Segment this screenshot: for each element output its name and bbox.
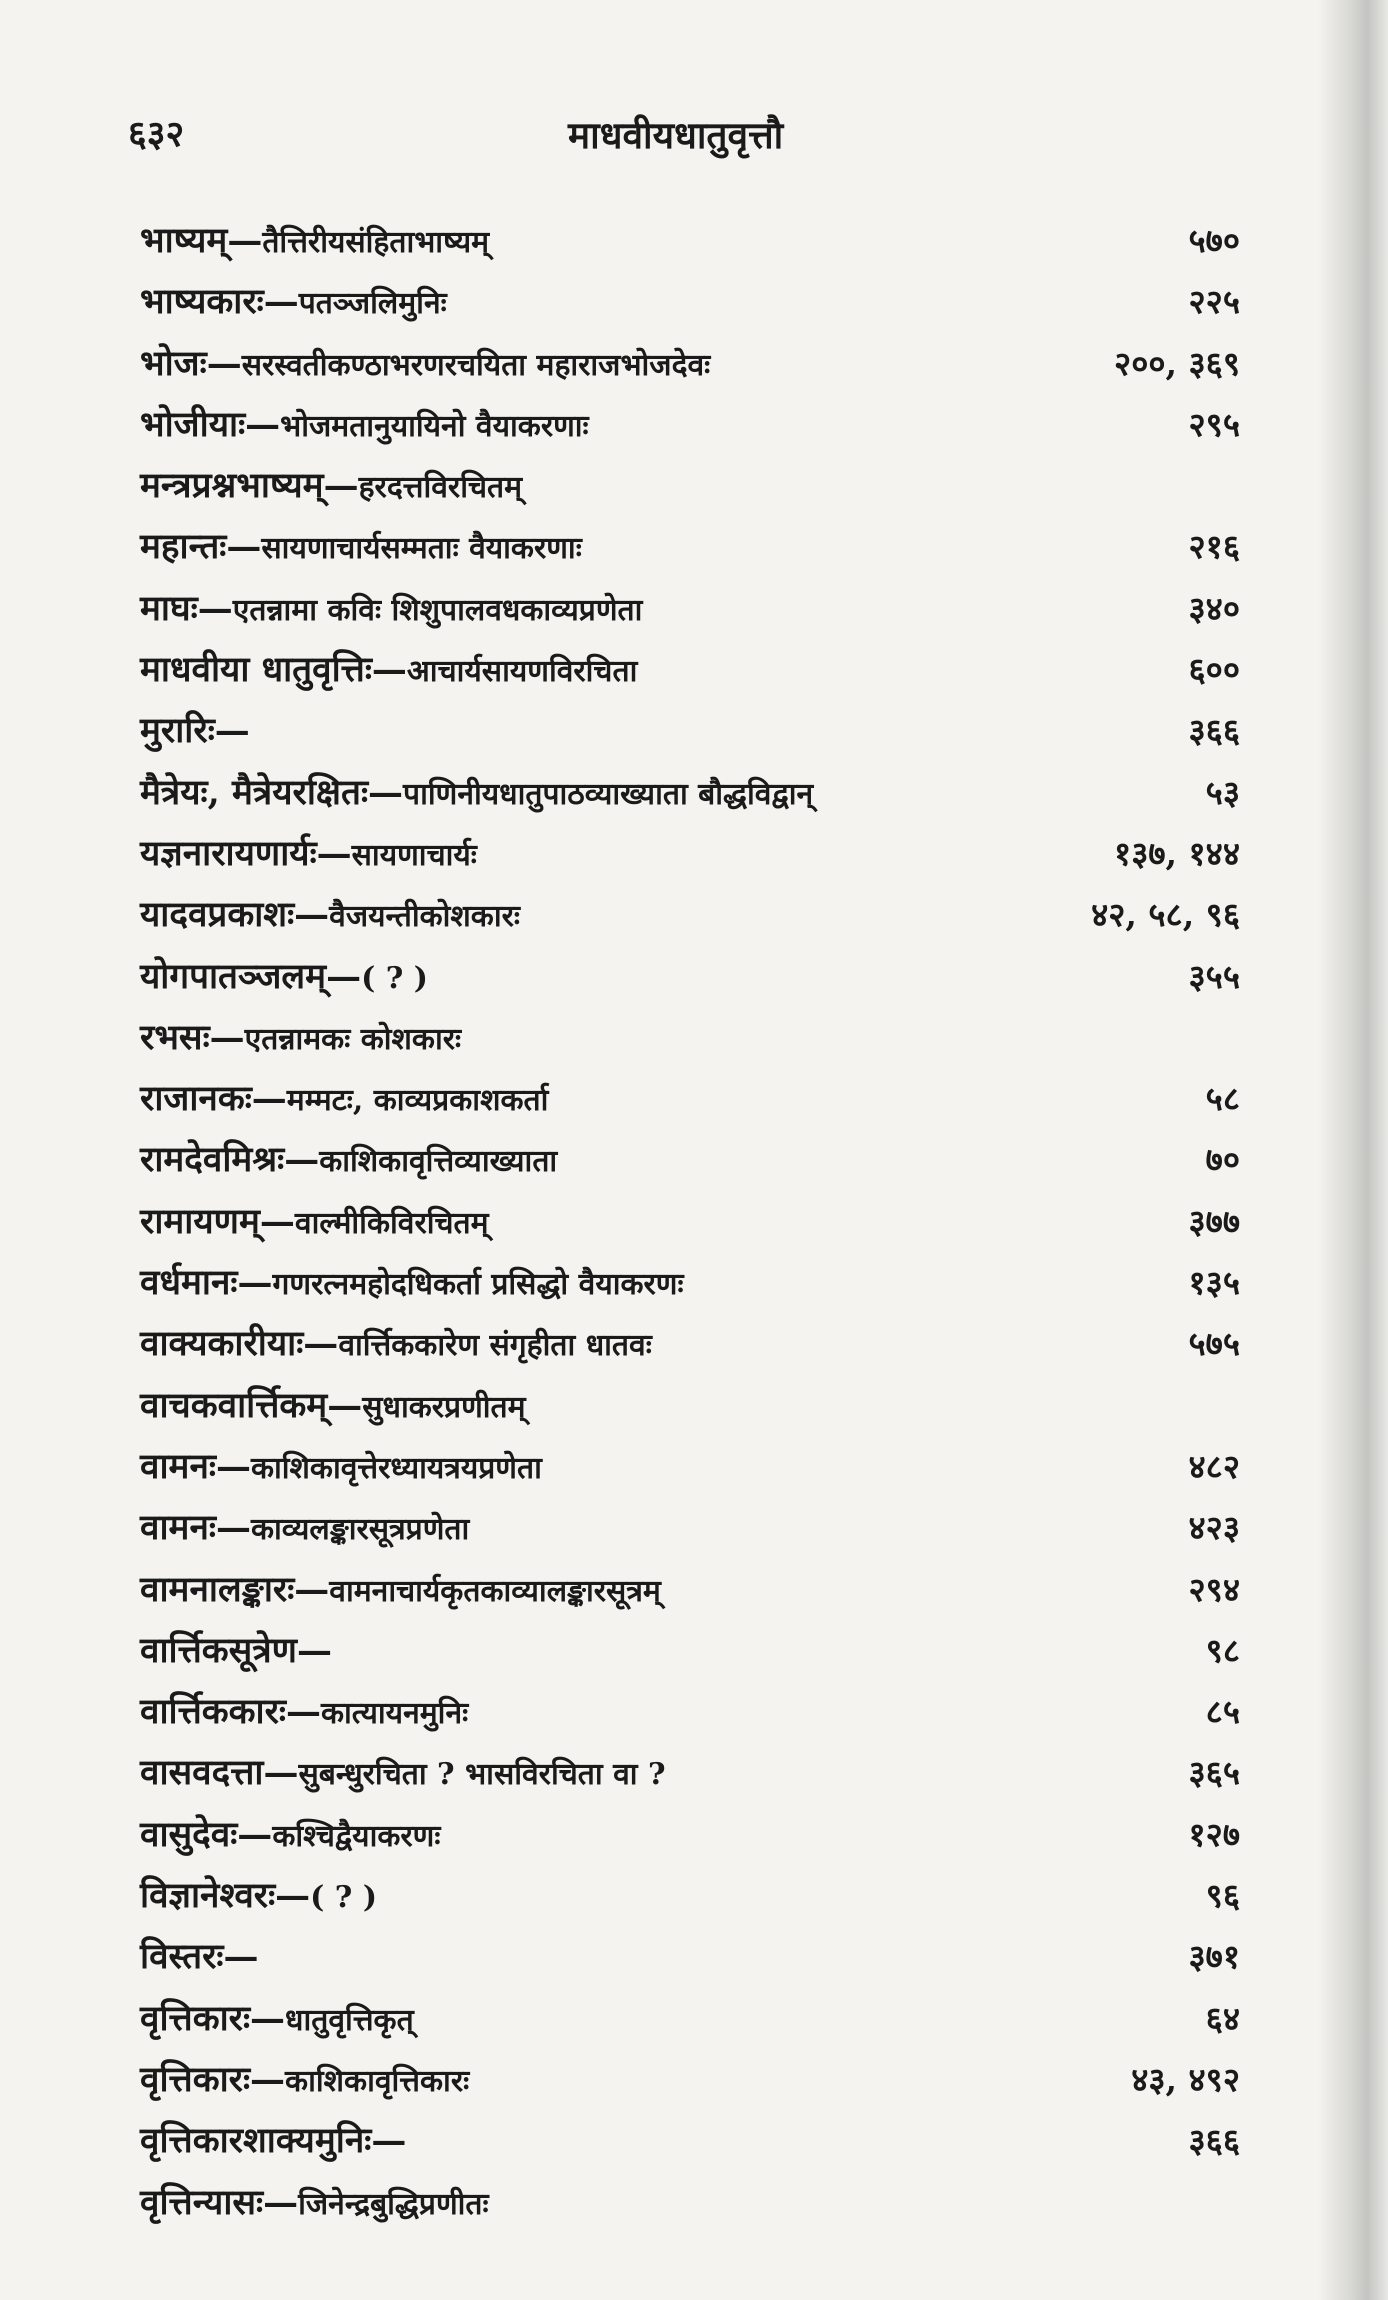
entry-page-refs: १३७, १४४ — [1114, 833, 1240, 873]
entry-description: आचार्यसायणविरचिता — [406, 654, 638, 690]
entry-page-refs: ९६ — [1205, 1876, 1240, 1916]
entry-page-refs: १२७ — [1188, 1814, 1240, 1854]
entry-page-refs: २१६ — [1188, 527, 1240, 567]
index-entry — [140, 2172, 1240, 2233]
entry-description: सायणाचार्यः — [351, 837, 477, 873]
entry-term: रामायणम्— — [140, 1200, 295, 1242]
index-entry — [140, 1620, 1240, 1681]
entry-term: वाचकवार्त्तिकम्— — [140, 1384, 363, 1426]
entry-description: एतन्नामकः कोशकारः — [244, 1021, 462, 1057]
entry-page-refs: ६४ — [1205, 1998, 1240, 2038]
entry-term: माधवीया धातुवृत्तिः— — [140, 649, 407, 691]
index-list — [140, 210, 1240, 2233]
index-entry — [140, 1007, 1240, 1068]
entry-page-refs: २२५ — [1188, 282, 1240, 322]
entry-page-refs: ३७७ — [1188, 1201, 1240, 1241]
index-entry — [140, 700, 1240, 761]
index-entry — [140, 516, 1240, 577]
index-entry — [140, 1742, 1240, 1803]
index-entry — [140, 946, 1240, 1007]
entry-term: रामदेवमिश्रः— — [140, 1139, 320, 1181]
entry-term: भोजः— — [140, 342, 242, 384]
entry-description: काव्यलङ्कारसूत्रप्रणेता — [250, 1512, 470, 1548]
entry-description: पाणिनीयधातुपाठव्याख्याता बौद्धविद्वान् — [403, 776, 814, 812]
entry-page-refs: ३६६ — [1188, 711, 1240, 751]
index-entry — [140, 1804, 1240, 1865]
entry-description: हरदत्तविरचितम् — [358, 470, 523, 506]
index-entry — [140, 578, 1240, 639]
entry-term: वर्धमानः— — [140, 1262, 273, 1304]
entry-description: सरस्वतीकण्ठाभरणरचयिता महाराजभोजदेवः — [241, 347, 711, 383]
entry-term: विज्ञानेश्वरः— — [140, 1875, 311, 1917]
entry-page-refs: ७० — [1205, 1140, 1240, 1180]
entry-description: सुधाकरप्रणीतम् — [362, 1389, 526, 1425]
entry-page-refs: ३६६ — [1188, 2121, 1240, 2161]
index-entry — [140, 2110, 1240, 2171]
entry-term: वाक्यकारीयाः— — [140, 1323, 339, 1365]
entry-page-refs: ४२, ५८, ९६ — [1091, 895, 1240, 935]
index-entry — [140, 1865, 1240, 1926]
entry-description: वार्त्तिककारेण संगृहीता धातवः — [338, 1328, 652, 1364]
entry-description: पतञ्जलिमुनिः — [298, 286, 447, 322]
entry-description: गणरत्नमहोदधिकर्ता प्रसिद्धो वैयाकरणः — [272, 1267, 684, 1303]
entry-term: विस्तरः— — [140, 1936, 259, 1978]
entry-page-refs: २००, ३६९ — [1114, 343, 1240, 383]
entry-description: ( ? ) — [310, 1880, 378, 1916]
index-entry — [140, 333, 1240, 394]
entry-term: वृत्तिकारशाक्यमुनिः— — [140, 2120, 407, 2162]
entry-page-refs: ३५५ — [1188, 956, 1240, 996]
entry-page-refs: ३७१ — [1188, 1937, 1240, 1977]
entry-page-refs: ४३, ४९२ — [1131, 2059, 1240, 2099]
index-entry — [140, 394, 1240, 455]
page-number: ६३२ — [128, 113, 185, 155]
index-entry — [140, 639, 1240, 700]
entry-term: यज्ञनारायणार्यः— — [140, 832, 352, 874]
index-entry — [140, 1313, 1240, 1374]
index-entry — [140, 1681, 1240, 1742]
entry-description: धातुवृत्तिकृत् — [285, 2002, 414, 2038]
entry-term: वासुदेवः— — [140, 1813, 273, 1855]
index-entry — [140, 455, 1240, 516]
entry-page-refs: ५८ — [1205, 1079, 1240, 1119]
index-entry — [140, 1129, 1240, 1190]
entry-description: काशिकावृत्तिकारः — [285, 2063, 470, 2099]
entry-description: वामनाचार्यकृतकाव्यालङ्कारसूत्रम् — [329, 1573, 661, 1609]
index-entry — [140, 2049, 1240, 2110]
entry-term: वृत्तिकारः— — [140, 2058, 286, 2100]
entry-page-refs: ५७५ — [1188, 1324, 1240, 1364]
entry-term: भाष्यम्— — [140, 220, 263, 261]
entry-page-refs: ३४० — [1188, 588, 1240, 628]
index-entry — [140, 271, 1240, 332]
running-title: माधवीयधातुवृत्तौ — [568, 113, 784, 157]
entry-page-refs: ९८ — [1205, 1630, 1240, 1670]
entry-term: भाष्यकारः— — [140, 281, 299, 323]
index-entry — [140, 1988, 1240, 2049]
entry-term: वृत्तिन्यासः— — [140, 2181, 299, 2223]
entry-page-refs: २९४ — [1188, 1569, 1240, 1609]
entry-description: भोजमतानुयायिनो वैयाकरणाः — [280, 408, 589, 444]
entry-term: मुरारिः— — [140, 710, 250, 752]
index-entry — [140, 210, 1240, 271]
index-entry — [140, 1068, 1240, 1129]
entry-page-refs: २९५ — [1188, 404, 1240, 444]
index-entry — [140, 1375, 1240, 1436]
entry-term: महान्तः— — [140, 526, 262, 568]
entry-term: यादवप्रकाशः— — [140, 894, 330, 936]
entry-term: योगपातञ्जलम्— — [140, 955, 362, 997]
page-header — [128, 108, 1248, 168]
entry-description: काशिकावृत्तिव्याख्याता — [319, 1144, 558, 1180]
binding-shadow — [1318, 0, 1388, 2300]
entry-term: राजानकः— — [140, 1078, 287, 1120]
entry-term: वामनः— — [140, 1507, 251, 1549]
entry-page-refs: ४८२ — [1188, 1446, 1240, 1486]
entry-term: भोजीयाः— — [140, 403, 281, 445]
entry-term: मैत्रेयः, मैत्रेयरक्षितः— — [140, 771, 404, 813]
entry-description: कात्यायनमुनिः — [321, 1696, 469, 1732]
entry-page-refs: ८५ — [1205, 1692, 1240, 1732]
index-entry — [140, 1436, 1240, 1497]
entry-page-refs: ५७० — [1188, 221, 1240, 260]
entry-term: वामनः— — [140, 1445, 251, 1487]
entry-description: वाल्मीकिविरचितम् — [294, 1205, 489, 1241]
index-entry — [140, 1191, 1240, 1252]
entry-term: वासवदत्ता— — [140, 1752, 299, 1794]
entry-description: सायणाचार्यसम्मताः वैयाकरणाः — [261, 531, 582, 567]
entry-description: वैजयन्तीकोशकारः — [329, 899, 520, 935]
index-entry — [140, 1926, 1240, 1987]
entry-description: तैत्तिरीयसंहिताभाष्यम् — [262, 225, 490, 260]
entry-description: जिनेन्द्रबुद्धिप्रणीतः — [298, 2186, 489, 2222]
entry-description: कश्चिद्वैयाकरणः — [272, 1818, 441, 1854]
entry-description: एतन्नामा कविः शिशुपालवधकाव्यप्रणेता — [232, 592, 643, 628]
entry-page-refs: ५३ — [1205, 772, 1240, 812]
entry-page-refs: ३६५ — [1188, 1753, 1240, 1793]
index-entry — [140, 1559, 1240, 1620]
index-entry — [140, 1497, 1240, 1558]
index-entry — [140, 1252, 1240, 1313]
entry-description: ( ? ) — [361, 960, 428, 996]
entry-page-refs: १३५ — [1188, 1263, 1240, 1303]
index-entry — [140, 762, 1240, 823]
entry-term: वार्त्तिकसूत्रेण— — [140, 1629, 332, 1671]
index-entry — [140, 884, 1240, 945]
entry-term: वामनालङ्कारः— — [140, 1568, 330, 1610]
entry-description: काशिकावृत्तेरध्यायत्रयप्रणेता — [250, 1450, 542, 1486]
entry-page-refs: ६०० — [1188, 650, 1240, 690]
entry-term: वार्त्तिककारः— — [140, 1691, 321, 1733]
entry-term: माघः— — [140, 587, 233, 629]
entry-description: मम्मटः, काव्यप्रकाशकर्ता — [286, 1083, 549, 1119]
entry-term: मन्त्रप्रश्नभाष्यम्— — [140, 465, 359, 507]
entry-description: सुबन्धुरचिता ? भासविरचिता वा ? — [298, 1757, 666, 1793]
entry-term: वृत्तिकारः— — [140, 1997, 286, 2039]
entry-term: रभसः— — [140, 1016, 245, 1058]
index-entry — [140, 823, 1240, 884]
entry-page-refs: ४२३ — [1188, 1508, 1240, 1548]
